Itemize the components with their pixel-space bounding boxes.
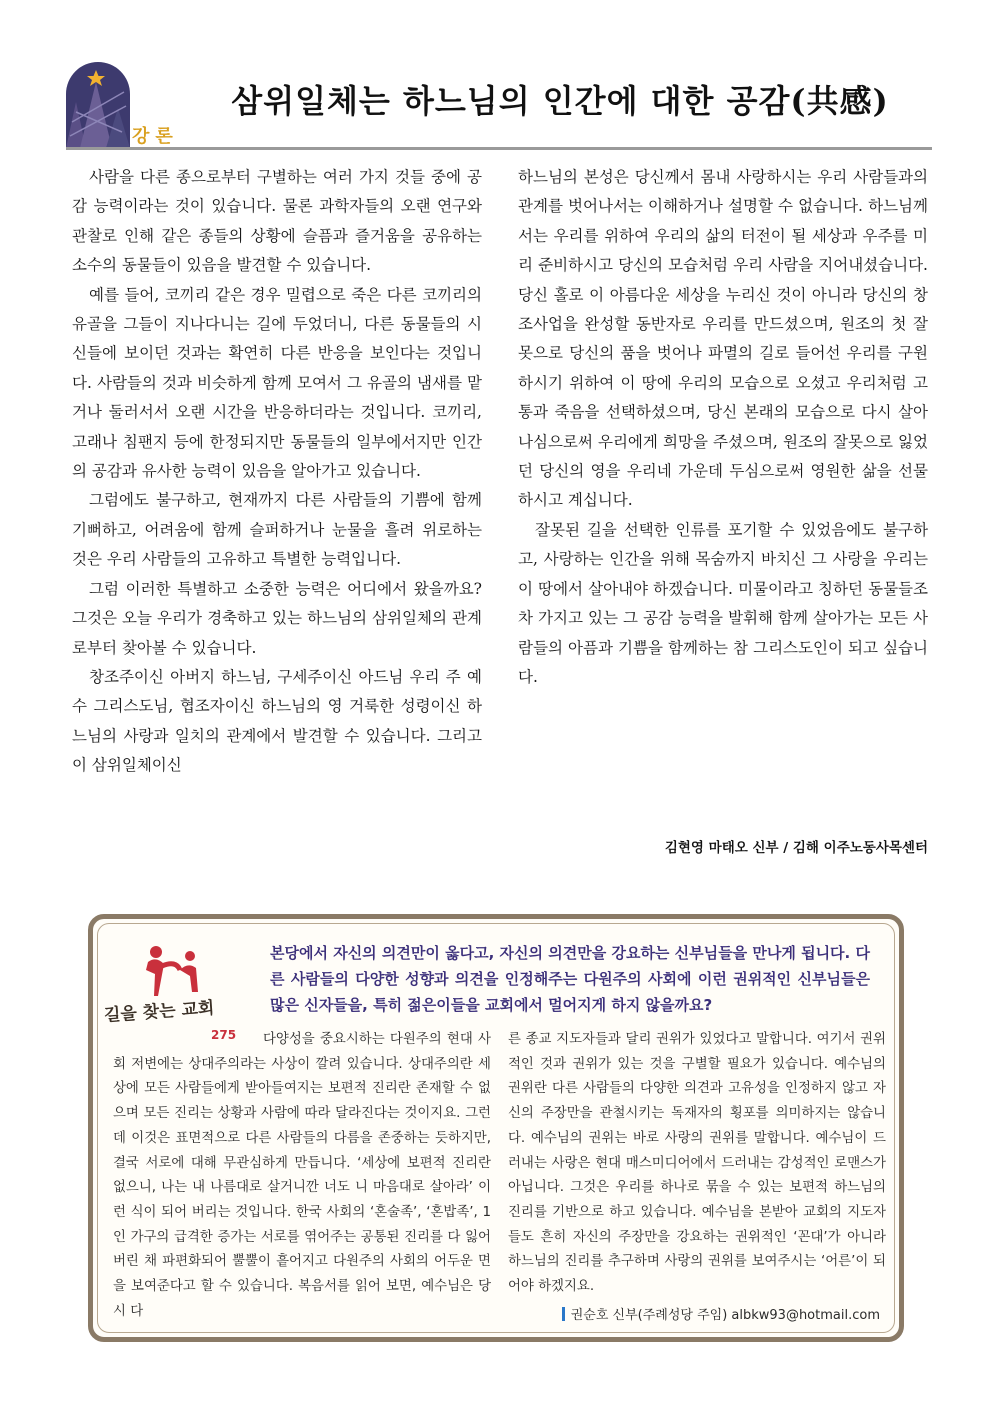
section-label: 강론 [132, 126, 179, 147]
title-divider [66, 147, 932, 150]
article-paragraph: 창조주이신 아버지 하느님, 구세주이신 아드님 우리 주 예수 그리스도님, 협조자이신 하느님의 영 거룩한 성령이신 하느님의 사랑과 일치의 관계에서 발견할 수 있습니다. 그리고 이 삼위일체이신 [72, 667, 482, 775]
article-paragraph: 예를 들어, 코끼리 같은 경우 밀렵으로 죽은 다른 코끼리의 유골을 그들이 지나다니는 길에 두었더니, 다른 동물들의 시신들에 보이던 것과는 확연히 다른 반응을 보인다는 것입니다. 사람들의 것과 비슷하게 함께 모여서 그 유골의 냄새를 맡거나 둘러서서 오랜 시간을 반응하더라는 것입니다. 코끼리, 고래나 침팬지 등에 한정되지만 동물들의 일부에서지만 인간의 공감과 유사한 능력이 있음을 알아가고 있습니다. [72, 285, 482, 481]
logo-lettering: 길을 찾는 교회 [103, 998, 215, 1026]
article-left-column [72, 163, 482, 781]
signature-bar [562, 1307, 565, 1321]
issue-number: 275 [211, 1028, 237, 1042]
article-author: 김현영 마태오 신부 / 김해 이주노동사목센터 [664, 840, 928, 856]
signature-text: 권순호 신부(주례성당 주임) albkw93@hotmail.com [570, 1308, 880, 1323]
column-lead: 본당에서 자신의 의견만이 옳다고, 자신의 의견만을 강요하는 신부님들을 만나게 됩니다. 다른 사람들의 다양한 성향과 의견을 인정해주는 다원주의 사회에 이런 권위적인 신부님들은 많은 신자들을, 특히 젊은이들을 교회에서 멀어지게 하지 않을까요? [270, 944, 870, 1014]
column-left-text [113, 1028, 491, 1324]
article-paragraph: 그럼 이러한 특별하고 소중한 능력은 어디에서 왔을까요? 그것은 오늘 우리가 경축하고 있는 하느님의 삼위일체의 관계로부터 찾아볼 수 있습니다. [72, 579, 482, 657]
column-right-text [508, 1028, 886, 1300]
sermon-section-icon [66, 62, 130, 148]
column-paragraph: 른 종교 지도자들과 달리 권위가 있었다고 말합니다. 여기서 권위적인 것과 권위가 있는 것을 구별할 필요가 있습니다. 예수님의 권위란 다른 사람들의 다양한 의견과 고유성을 인정하지 않고 자신의 주장만을 관철시키는 독재자의 횡포를 의미하지는 않습니다. 예수님의 권위는 바로 사랑의 권위를 말합니다. 예수님이 드러내는 사랑은 현대 매스미디어에서 드러내는 감성적인 로맨스가 아닙니다. 그것은 우리를 하나로 묶을 수 있는 보편적 하느님의 진리를 기반으로 하고 있습니다. 예수님을 본받아 교회의 지도자들도 흔히 자신의 주장만을 강요하는 권위적인 ‘꼰대’가 아니라 하느님의 진리를 추구하며 사랑의 권위를 보여주시는 ‘어른’이 되어야 하겠지요. [508, 1032, 886, 1295]
article-right-column [518, 163, 928, 692]
article-paragraph: 사람을 다른 종으로부터 구별하는 여러 가지 것들 중에 공감 능력이라는 것이 있습니다. 물론 과학자들의 오랜 연구와 관찰로 인해 같은 종들의 상황에 슬픔과 즐거움을 공유하는 소수의 동물들이 있음을 발견할 수 있습니다. [72, 168, 482, 275]
article-paragraph: 잘못된 길을 선택한 인류를 포기할 수 있었음에도 불구하고, 사랑하는 인간을 위해 목숨까지 바치신 그 사랑을 우리는 이 땅에서 살아내야 하겠습니다. 미물이라고 칭하던 동물들조차 가지고 있는 그 공감 능력을 발휘해 함께 살아가는 모든 사람들의 아픔과 기쁨을 함께하는 참 그리스도인이 되고 싶습니다. [518, 520, 928, 686]
article-paragraph: 그럼에도 불구하고, 현재까지 다른 사람들의 기쁨에 함께 기뻐하고, 어려움에 함께 슬퍼하거나 눈물을 흘려 위로하는 것은 우리 사람들의 고유하고 특별한 능력입니다. [72, 491, 482, 569]
article-paragraph: 하느님의 본성은 당신께서 몸내 사랑하시는 우리 사람들과의 관계를 벗어나서는 이해하거나 설명할 수 없습니다. 하느님께서는 우리를 위하여 우리의 삶의 터전이 될 세상과 우주를 미리 준비하시고 당신의 모습처럼 우리 사람을 지어내셨습니다. 당신 홀로 이 아름다운 세상을 누리신 것이 아니라 당신의 창조사업을 완성할 동반자로 우리를 만드셨으며, 원조의 첫 잘못으로 당신의 품을 벗어나 파멸의 길로 들어선 우리를 구원하시기 위하여 이 땅에 우리의 모습으로 오셨고 우리처럼 고통과 죽음을 선택하셨으며, 당신 본래의 모습으로 다시 살아나심으로써 우리에게 희망을 주셨으며, 원조의 잘못으로 잃었던 당신의 영을 우리네 가운데 두심으로써 영원한 삶을 선물하시고 계십니다. [518, 168, 928, 510]
column-paragraph: 다양성을 중요시하는 다원주의 현대 사회 저변에는 상대주의라는 사상이 깔려 있습니다. 상대주의란 세상에 모든 사람들에게 받아들여지는 보편적 진리란 존재할 수 없으며 모든 진리는 상황과 사람에 따라 달라진다는 것이지요. 그런데 이것은 표면적으로 다른 사람들의 다름을 존중하는 듯하지만, 결국 서로에 대해 무관심하게 만듭니다. ‘세상에 보편적 진리란 없으니, 나는 내 나름대로 살거니깐 너도 니 마음대로 살아라’ 이런 식이 되어 버리는 것입니다. 한국 사회의 ‘혼술족’, ‘혼밥족’, 1인 가구의 급격한 증가는 서로를 엮어주는 공통된 진리를 다 잃어버린 채 파편화되어 뿔뿔이 흩어지고 다원주의 사회의 어두운 면을 보여준다고 할 수 있습니다. 복음서를 읽어 보면, 예수님은 당시 다 [113, 1032, 491, 1319]
column-signature [562, 1304, 880, 1323]
page-title: 삼위일체는 하느님의 인간에 대한 공감(共感) [231, 82, 889, 120]
